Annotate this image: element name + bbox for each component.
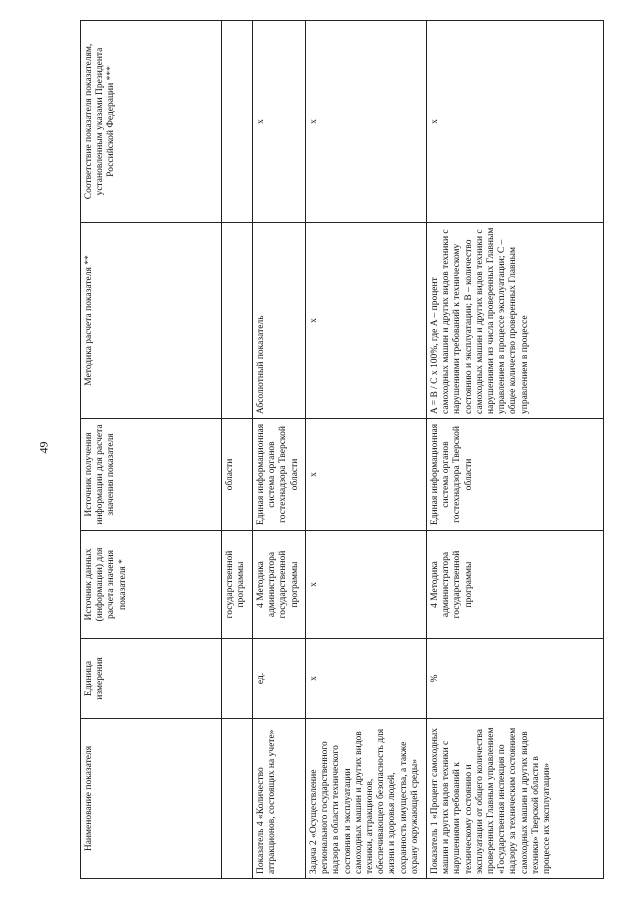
cell-data-source: 4 Методика администратора государственной программы [427,531,604,639]
cell-indicator-name: Показатель 1 «Процент самоходных машин и других видов техники с нарушениями требований к техническому состоянию и эксплуатации от общего количества проверенных Главным управлением «Государственная инспекция по надзору за техническим состоянием самоходных машин и других видов техники» Тверской области в процессе их эксплуатации» [427,719,604,879]
indicator-table [80,20,604,879]
cell-unit: % [427,639,604,719]
header-president-compliance: Соответствие показателя показателям, установленным указами Президента Российской Федерации *** [81,21,222,223]
table-header-row [81,21,222,879]
cell-indicator-name [222,719,253,879]
cell-data-source: государственной программы [222,531,253,639]
cell-compliance: x [253,21,306,223]
cell-method: x [306,223,427,419]
cell-compliance: x [306,21,427,223]
table-row [253,21,306,879]
header-unit: Единица измерения [81,639,222,719]
cell-unit: x [306,639,427,719]
cell-unit: ед. [253,639,306,719]
table-row [222,21,253,879]
table-row [427,21,604,879]
cell-info-source: x [306,419,427,531]
cell-compliance [222,21,253,223]
cell-method: A = B / C x 100%, где A – процент самоходных машин и других видов техники с нарушениями требований к техническому состоянию и эксплуатации; B – количество самоходных машин и других видов техники с нарушениями из числа проверенных Главным управлением в процессе эксплуатации; C – общее количество проверенных Главным управлением в процессе [427,223,604,419]
header-indicator-name: Наименование показателя [81,719,222,879]
page-number: 49 [36,441,51,454]
cell-info-source: Единая информационная система органов гостехнадзора Тверской области [427,419,604,531]
cell-info-source: области [222,419,253,531]
cell-compliance: x [427,21,604,223]
table-row [306,21,427,879]
header-info-source: Источник получения информации для расчета значения показателя [81,419,222,531]
cell-method [222,223,253,419]
cell-data-source: x [306,531,427,639]
cell-method: Абсолютный показатель [253,223,306,419]
cell-info-source: Единая информационная система органов гостехнадзора Тверской области [253,419,306,531]
cell-indicator-name: Задача 2 «Осуществление регионального государственного надзора в области технического состояния и эксплуатации самоходных машин и других видов техники, аттракционов, обеспечивающего безопасность для жизни и здоровья людей, сохранность имущества, а также охрану окружающей среды» [306,719,427,879]
indicator-table-wrapper [80,21,585,879]
cell-indicator-name: Показатель 4 «Количество аттракционов, состоящих на учете» [253,719,306,879]
header-data-source: Источник данных (информации) для расчета значения показателя * [81,531,222,639]
header-method: Методика расчета показателя ** [81,223,222,419]
cell-unit [222,639,253,719]
cell-data-source: 4 Методика администратора государственной программы [253,531,306,639]
